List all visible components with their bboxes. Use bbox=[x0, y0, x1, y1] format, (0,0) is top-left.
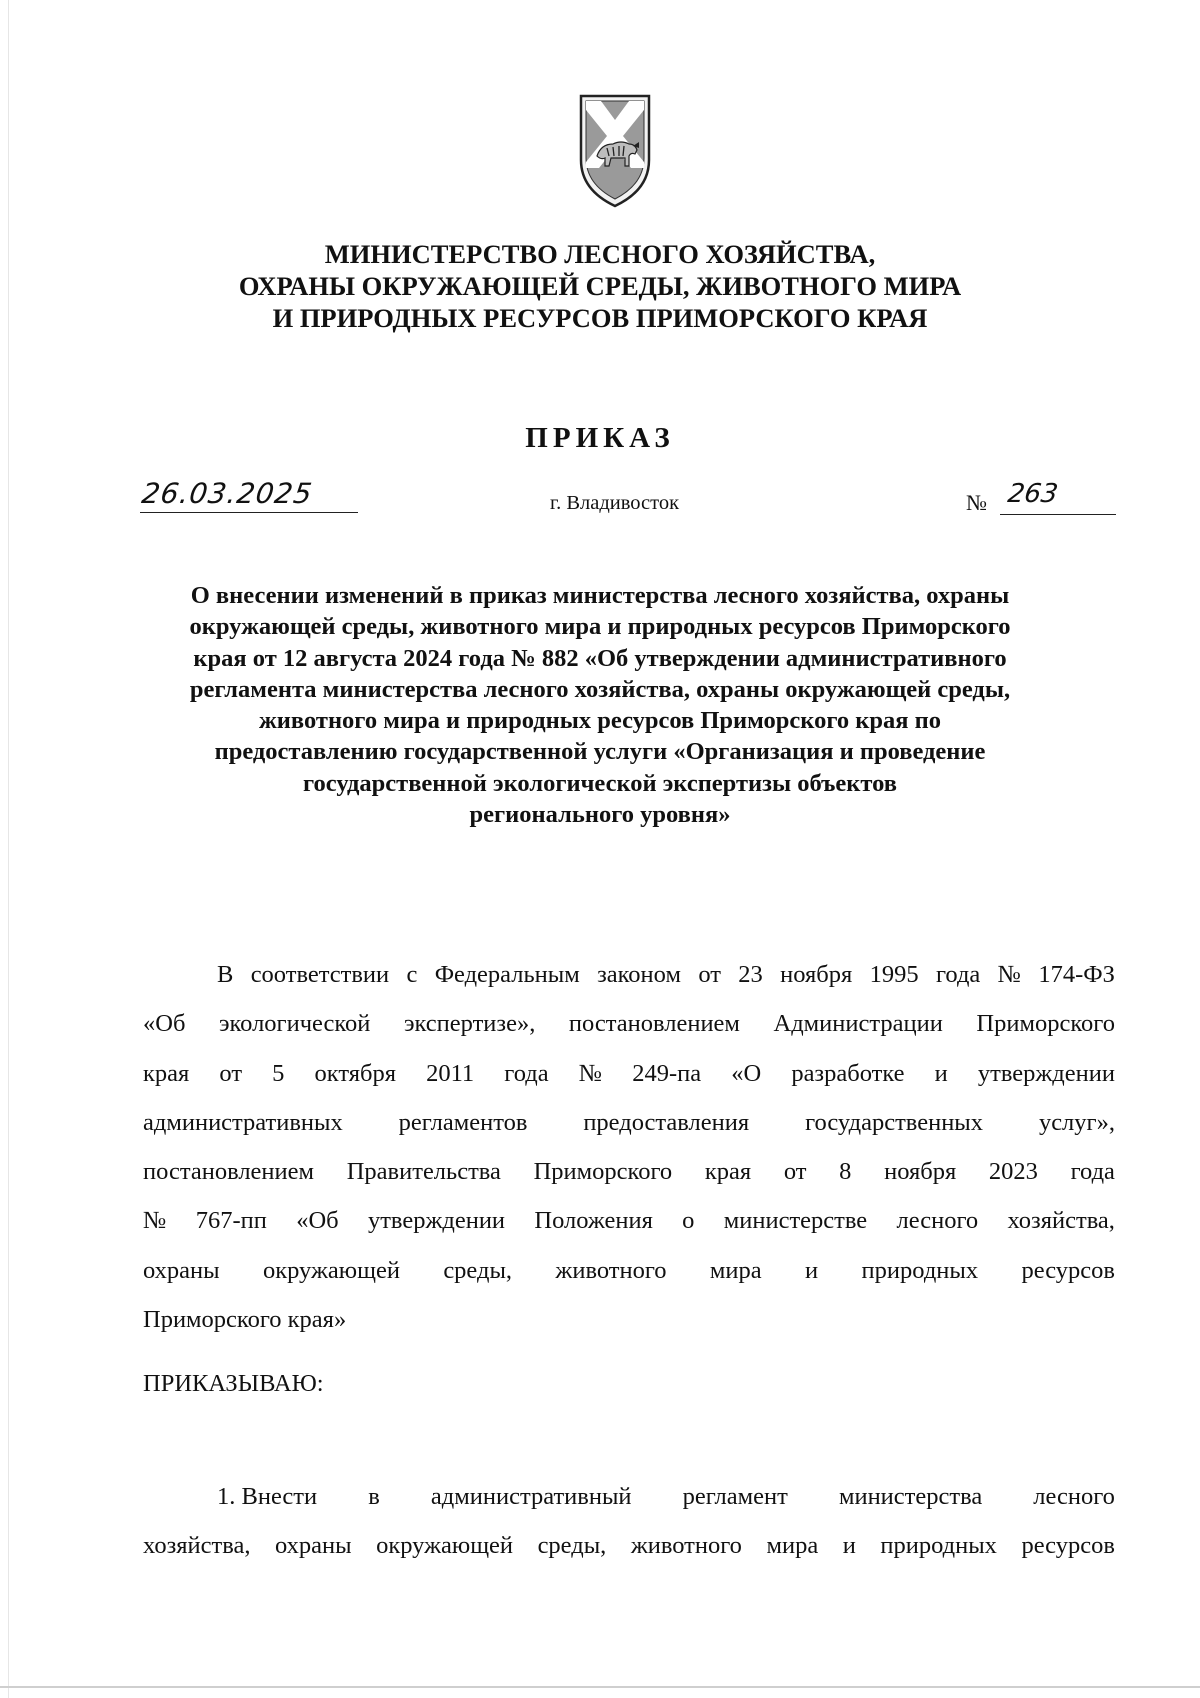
word: октября bbox=[314, 1059, 396, 1087]
word: «О bbox=[731, 1059, 762, 1087]
number-underline bbox=[1000, 514, 1116, 515]
item-word: лесного bbox=[1033, 1483, 1115, 1510]
handwritten-date: 26.03.2025 bbox=[139, 477, 315, 510]
word: 2023 bbox=[988, 1158, 1038, 1186]
word: разработке bbox=[791, 1059, 905, 1087]
ministry-line: МИНИСТЕРСТВО ЛЕСНОГО ХОЗЯЙСТВА, bbox=[324, 239, 876, 269]
word: утверждении bbox=[977, 1059, 1115, 1087]
word: «Об bbox=[143, 1010, 186, 1038]
subject-line: регламента министерства лесного хозяйства, охраны окружающей среды, bbox=[189, 675, 1011, 703]
word: охраны bbox=[274, 1532, 352, 1560]
number-field bbox=[966, 478, 1118, 514]
word: министерстве bbox=[723, 1207, 868, 1235]
word: с bbox=[406, 961, 418, 988]
word: ноября bbox=[884, 1158, 957, 1186]
word: от bbox=[783, 1158, 807, 1186]
word: утверждении bbox=[367, 1207, 506, 1235]
word: года bbox=[935, 961, 981, 988]
word: и bbox=[934, 1059, 948, 1087]
word: соответствии bbox=[250, 961, 390, 988]
preamble-line bbox=[143, 1147, 1115, 1196]
preamble-line: Приморского края» bbox=[143, 1306, 347, 1334]
word: 1995 bbox=[869, 961, 919, 988]
ministry-line: И ПРИРОДНЫХ РЕСУРСОВ ПРИМОРСКОГО КРАЯ bbox=[272, 303, 928, 333]
word: охраны bbox=[143, 1256, 220, 1284]
orders-word: ПРИКАЗЫВАЮ: bbox=[143, 1370, 324, 1397]
preamble-line bbox=[143, 1049, 1115, 1098]
word: Правительства bbox=[346, 1158, 501, 1186]
word: 5 bbox=[272, 1059, 285, 1087]
subject-line: О внесении изменений в приказ министерства лесного хозяйства, охраны bbox=[190, 582, 1010, 609]
word: регламентов bbox=[398, 1108, 528, 1136]
word: законом bbox=[597, 961, 681, 988]
word: 249-па bbox=[632, 1059, 702, 1087]
word: экологической bbox=[218, 1010, 371, 1038]
item-line bbox=[143, 1521, 1115, 1570]
word: ресурсов bbox=[1021, 1256, 1115, 1284]
subject-line: предоставлению государственной услуги «Организация и проведение bbox=[214, 738, 986, 766]
item-word: 1. Внести bbox=[217, 1483, 318, 1510]
word: животного bbox=[630, 1532, 742, 1560]
coat-of-arms-icon bbox=[577, 94, 653, 208]
word: ресурсов bbox=[1021, 1532, 1115, 1560]
word: государственных bbox=[805, 1108, 984, 1136]
word: среды, bbox=[443, 1256, 513, 1284]
scan-edge-bottom bbox=[0, 1686, 1200, 1688]
word: края bbox=[143, 1059, 190, 1087]
word: среды, bbox=[537, 1532, 607, 1560]
item-word: административный bbox=[430, 1483, 632, 1510]
word: мира bbox=[766, 1532, 819, 1560]
word: и bbox=[805, 1256, 819, 1284]
subject-line: регионального уровня» bbox=[469, 801, 731, 829]
subject-line: окружающей среды, животного мира и природных ресурсов Приморского bbox=[189, 613, 1011, 641]
word: Приморского bbox=[533, 1158, 673, 1186]
word: Положения bbox=[534, 1207, 653, 1235]
subject-line: государственной экологической экспертизы объектов bbox=[303, 769, 897, 797]
word: мира bbox=[709, 1256, 762, 1284]
item-word: министерства bbox=[838, 1483, 983, 1510]
preamble-line bbox=[143, 999, 1115, 1048]
word: края bbox=[704, 1158, 752, 1186]
order-subject bbox=[0, 580, 1200, 830]
subject-line: животного мира и природных ресурсов Приморского края по bbox=[259, 707, 941, 735]
word: 767-пп bbox=[195, 1207, 267, 1235]
date-field bbox=[140, 478, 360, 513]
item-word: в bbox=[368, 1483, 380, 1510]
word: постановлением bbox=[143, 1158, 315, 1186]
word: хозяйства, bbox=[1007, 1207, 1115, 1235]
word: природных bbox=[861, 1256, 979, 1284]
date-underline bbox=[140, 512, 358, 513]
word: № bbox=[143, 1207, 167, 1235]
ministry-name bbox=[0, 238, 1200, 334]
handwritten-number: 263 bbox=[1005, 479, 1060, 509]
ministry-line: ОХРАНЫ ОКРУЖАЮЩЕЙ СРЕДЫ, ЖИВОТНОГО МИРА bbox=[238, 271, 962, 301]
item-word: регламент bbox=[682, 1483, 788, 1510]
word: окружающей bbox=[262, 1256, 400, 1284]
preamble-line bbox=[143, 1098, 1115, 1147]
word: от bbox=[698, 961, 721, 988]
item-line bbox=[143, 1472, 1115, 1521]
word: 23 bbox=[738, 961, 763, 988]
word: предоставления bbox=[583, 1108, 750, 1136]
preamble-line bbox=[143, 950, 1115, 999]
word: хозяйства, bbox=[143, 1532, 251, 1560]
word: «Об bbox=[296, 1207, 339, 1235]
number-label: № bbox=[966, 490, 987, 515]
word: ноября bbox=[780, 961, 853, 988]
word: года bbox=[504, 1059, 549, 1087]
word: и bbox=[842, 1532, 856, 1560]
word: Администрации bbox=[773, 1010, 943, 1038]
word: 174-ФЗ bbox=[1038, 961, 1115, 988]
word: постановлением bbox=[568, 1010, 740, 1038]
preamble-line bbox=[143, 1196, 1115, 1245]
order-item-1 bbox=[143, 1472, 1115, 1571]
word: животного bbox=[555, 1256, 667, 1284]
document-type: ПРИКАЗ bbox=[525, 422, 675, 454]
word: № bbox=[997, 961, 1022, 988]
city: г. Владивосток bbox=[550, 492, 680, 514]
word: о bbox=[682, 1207, 695, 1235]
word: В bbox=[217, 961, 234, 988]
word: 8 bbox=[839, 1158, 852, 1186]
word: окружающей bbox=[376, 1532, 514, 1560]
word: Федеральным bbox=[434, 961, 580, 988]
word: природных bbox=[880, 1532, 997, 1560]
word: 2011 bbox=[426, 1059, 475, 1087]
word: услуг», bbox=[1038, 1108, 1115, 1136]
word: лесного bbox=[896, 1207, 979, 1235]
word: от bbox=[219, 1059, 243, 1087]
word: № bbox=[578, 1059, 603, 1087]
word: административных bbox=[143, 1108, 343, 1136]
preamble bbox=[143, 950, 1115, 1344]
preamble-line bbox=[143, 1246, 1115, 1295]
word: Приморского bbox=[976, 1010, 1115, 1038]
word: экспертизе», bbox=[404, 1010, 536, 1038]
word: года bbox=[1070, 1158, 1115, 1186]
subject-line: края от 12 августа 2024 года № 882 «Об утверждении административного bbox=[193, 644, 1007, 672]
